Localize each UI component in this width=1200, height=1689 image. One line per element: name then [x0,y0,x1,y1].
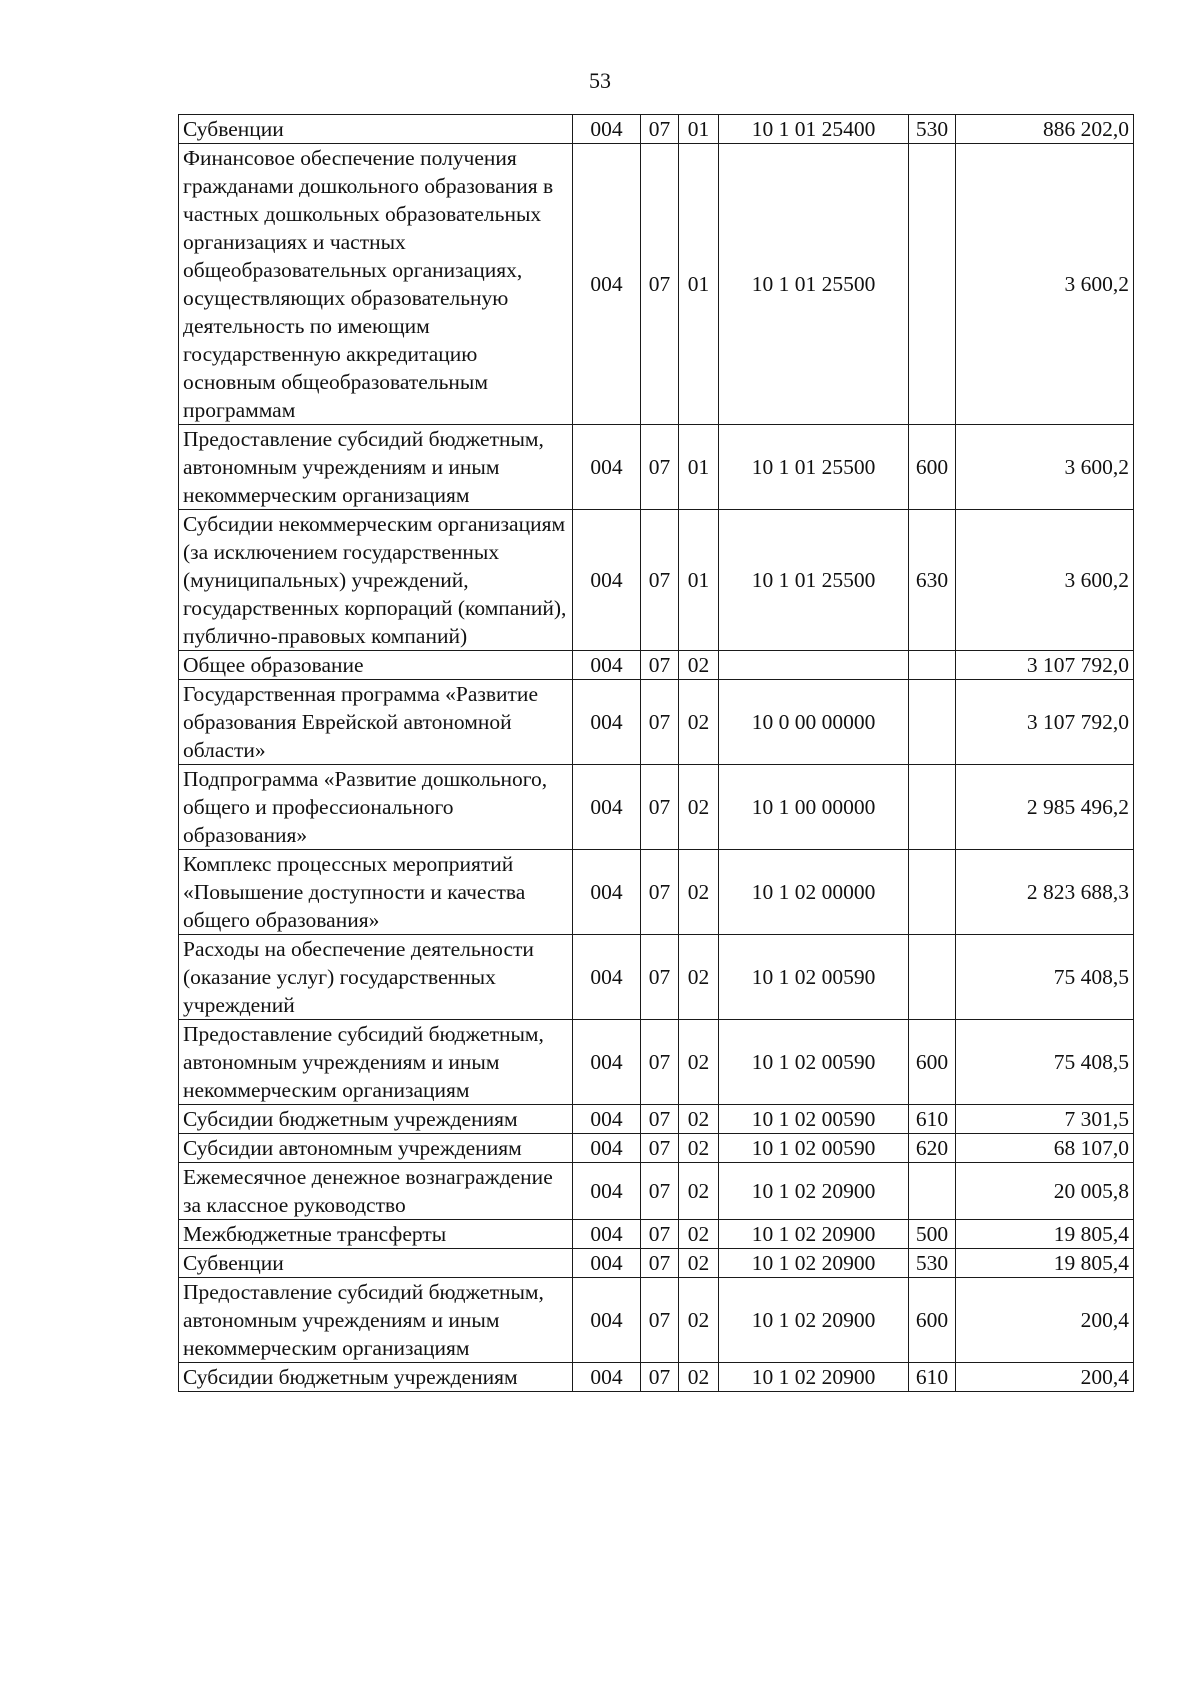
row-name-cell: Субвенции [179,115,573,144]
table-row [179,1220,1134,1249]
row-name-cell: Субсидии бюджетным учреждениям [179,1105,573,1134]
expense-type-cell: 600 [909,425,956,510]
expense-type-cell: 600 [909,1278,956,1363]
subsection-code-cell: 01 [679,425,719,510]
section-code-cell: 07 [641,651,679,680]
subsection-code-cell: 02 [679,1134,719,1163]
row-name-cell: Межбюджетные трансферты [179,1220,573,1249]
amount-cell: 75 408,5 [956,1020,1134,1105]
target-article-cell: 10 1 02 20900 [719,1363,909,1392]
ved-code-cell: 004 [573,765,641,850]
subsection-code-cell: 02 [679,1220,719,1249]
target-article-cell: 10 1 02 00590 [719,1134,909,1163]
table-row [179,510,1134,651]
expense-type-cell: 610 [909,1105,956,1134]
ved-code-cell: 004 [573,1020,641,1105]
ved-code-cell: 004 [573,1163,641,1220]
table-row [179,935,1134,1020]
section-code-cell: 07 [641,115,679,144]
ved-code-cell: 004 [573,1105,641,1134]
row-name-cell: Комплекс процессных мероприятий «Повышение доступности и качества общего образования» [179,850,573,935]
row-name-cell: Предоставление субсидий бюджетным, автономным учреждениям и иным некоммерческим организациям [179,1278,573,1363]
target-article-cell: 10 1 01 25500 [719,144,909,425]
amount-cell: 2 823 688,3 [956,850,1134,935]
expense-type-cell: 610 [909,1363,956,1392]
expense-type-cell: 500 [909,1220,956,1249]
target-article-cell: 10 1 00 00000 [719,765,909,850]
table-row [179,144,1134,425]
subsection-code-cell: 01 [679,510,719,651]
amount-cell: 200,4 [956,1278,1134,1363]
target-article-cell: 10 0 00 00000 [719,680,909,765]
ved-code-cell: 004 [573,144,641,425]
subsection-code-cell: 02 [679,651,719,680]
row-name-cell: Предоставление субсидий бюджетным, автономным учреждениям и иным некоммерческим организациям [179,425,573,510]
subsection-code-cell: 01 [679,115,719,144]
target-article-cell: 10 1 02 20900 [719,1249,909,1278]
table-row [179,1020,1134,1105]
table-row [179,765,1134,850]
table-row [179,680,1134,765]
ved-code-cell: 004 [573,935,641,1020]
ved-code-cell: 004 [573,1363,641,1392]
amount-cell: 200,4 [956,1363,1134,1392]
subsection-code-cell: 02 [679,1278,719,1363]
section-code-cell: 07 [641,425,679,510]
section-code-cell: 07 [641,1163,679,1220]
target-article-cell: 10 1 02 00000 [719,850,909,935]
amount-cell: 75 408,5 [956,935,1134,1020]
section-code-cell: 07 [641,510,679,651]
section-code-cell: 07 [641,680,679,765]
section-code-cell: 07 [641,1134,679,1163]
target-article-cell: 10 1 01 25500 [719,425,909,510]
amount-cell: 3 600,2 [956,425,1134,510]
amount-cell: 19 805,4 [956,1220,1134,1249]
subsection-code-cell: 02 [679,850,719,935]
target-article-cell [719,651,909,680]
section-code-cell: 07 [641,1278,679,1363]
ved-code-cell: 004 [573,1249,641,1278]
table-row [179,850,1134,935]
ved-code-cell: 004 [573,510,641,651]
amount-cell: 3 107 792,0 [956,651,1134,680]
table-row [179,1134,1134,1163]
row-name-cell: Ежемесячное денежное вознаграждение за классное руководство [179,1163,573,1220]
row-name-cell: Субвенции [179,1249,573,1278]
section-code-cell: 07 [641,1020,679,1105]
row-name-cell: Предоставление субсидий бюджетным, автономным учреждениям и иным некоммерческим организациям [179,1020,573,1105]
section-code-cell: 07 [641,144,679,425]
ved-code-cell: 004 [573,1278,641,1363]
table-row [179,1278,1134,1363]
expense-type-cell [909,1163,956,1220]
amount-cell: 3 107 792,0 [956,680,1134,765]
subsection-code-cell: 02 [679,935,719,1020]
target-article-cell: 10 1 02 20900 [719,1278,909,1363]
amount-cell: 68 107,0 [956,1134,1134,1163]
budget-table [178,114,1134,1392]
table-row [179,651,1134,680]
table-row [179,1105,1134,1134]
expense-type-cell [909,935,956,1020]
section-code-cell: 07 [641,850,679,935]
subsection-code-cell: 02 [679,680,719,765]
expense-type-cell: 530 [909,115,956,144]
section-code-cell: 07 [641,765,679,850]
expense-type-cell: 600 [909,1020,956,1105]
section-code-cell: 07 [641,935,679,1020]
ved-code-cell: 004 [573,1220,641,1249]
row-name-cell: Государственная программа «Развитие образования Еврейской автономной области» [179,680,573,765]
subsection-code-cell: 02 [679,765,719,850]
table-row [179,1163,1134,1220]
subsection-code-cell: 02 [679,1105,719,1134]
target-article-cell: 10 1 01 25400 [719,115,909,144]
amount-cell: 2 985 496,2 [956,765,1134,850]
table-row [179,1249,1134,1278]
table-row [179,425,1134,510]
subsection-code-cell: 01 [679,144,719,425]
row-name-cell: Общее образование [179,651,573,680]
subsection-code-cell: 02 [679,1163,719,1220]
expense-type-cell [909,765,956,850]
target-article-cell: 10 1 02 00590 [719,935,909,1020]
target-article-cell: 10 1 02 00590 [719,1105,909,1134]
row-name-cell: Финансовое обеспечение получения гражданами дошкольного образования в частных дошкольных образовательных организациях и частных общеобразовательных организациях, осуществляющих образовательную деятельность по имеющим государственную аккредитацию основным общеобразовательным программам [179,144,573,425]
target-article-cell: 10 1 02 00590 [719,1020,909,1105]
expense-type-cell [909,850,956,935]
section-code-cell: 07 [641,1220,679,1249]
expense-type-cell: 620 [909,1134,956,1163]
table-row [179,1363,1134,1392]
section-code-cell: 07 [641,1249,679,1278]
expense-type-cell [909,144,956,425]
expense-type-cell [909,680,956,765]
amount-cell: 7 301,5 [956,1105,1134,1134]
row-name-cell: Расходы на обеспечение деятельности (оказание услуг) государственных учреждений [179,935,573,1020]
expense-type-cell: 530 [909,1249,956,1278]
row-name-cell: Субсидии некоммерческим организациям (за исключением государственных (муниципальных) учреждений, государственных корпораций (компаний), публично-правовых компаний) [179,510,573,651]
table-row [179,115,1134,144]
expense-type-cell [909,651,956,680]
row-name-cell: Субсидии бюджетным учреждениям [179,1363,573,1392]
amount-cell: 3 600,2 [956,144,1134,425]
ved-code-cell: 004 [573,651,641,680]
ved-code-cell: 004 [573,115,641,144]
expense-type-cell: 630 [909,510,956,651]
subsection-code-cell: 02 [679,1363,719,1392]
subsection-code-cell: 02 [679,1249,719,1278]
amount-cell: 3 600,2 [956,510,1134,651]
section-code-cell: 07 [641,1363,679,1392]
ved-code-cell: 004 [573,425,641,510]
target-article-cell: 10 1 02 20900 [719,1220,909,1249]
ved-code-cell: 004 [573,850,641,935]
section-code-cell: 07 [641,1105,679,1134]
ved-code-cell: 004 [573,1134,641,1163]
target-article-cell: 10 1 02 20900 [719,1163,909,1220]
target-article-cell: 10 1 01 25500 [719,510,909,651]
subsection-code-cell: 02 [679,1020,719,1105]
amount-cell: 886 202,0 [956,115,1134,144]
row-name-cell: Субсидии автономным учреждениям [179,1134,573,1163]
table-body [179,115,1134,1392]
amount-cell: 20 005,8 [956,1163,1134,1220]
row-name-cell: Подпрограмма «Развитие дошкольного, общего и профессионального образования» [179,765,573,850]
ved-code-cell: 004 [573,680,641,765]
amount-cell: 19 805,4 [956,1249,1134,1278]
page-number: 53 [589,68,611,93]
